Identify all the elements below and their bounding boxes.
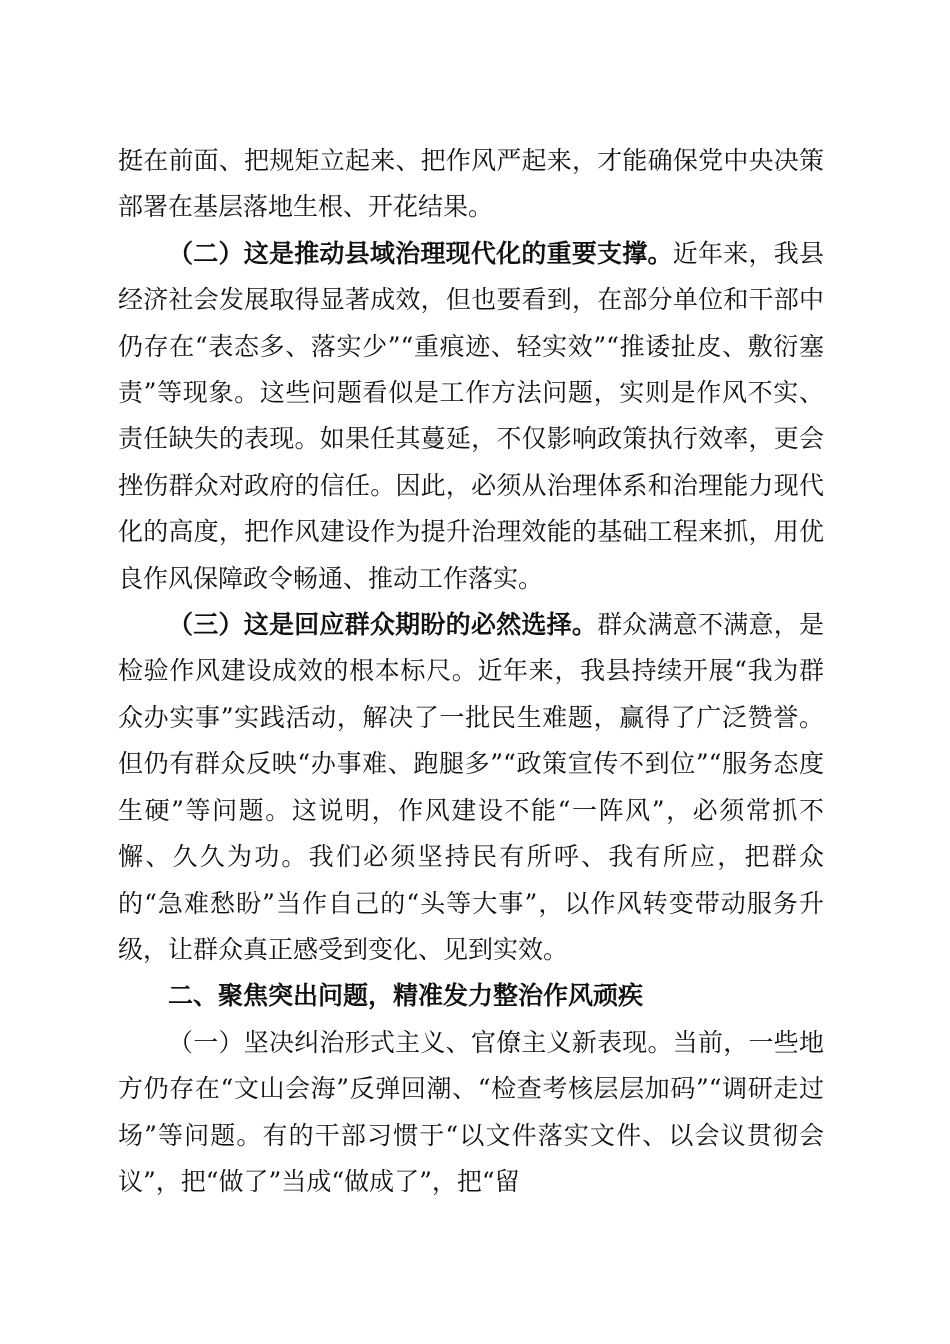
paragraph-section-1-2 (118, 231, 824, 602)
paragraph-text: 群众满意不满意，是检验作风建设成效的根本标尺。近年来，我县持续开展“我为群众办实事”实践活动，解决了一批民生难题，赢得了广泛赞誉。但仍有群众反映“办事难、跑腿多”“政策宣传不到位”“服务态度生硬”等问题。这说明，作风建设不能“一阵风”，必须常抓不懈、久久为功。我们必须坚持民有所呼、我有所应，把群众的“急难愁盼”当作自己的“头等大事”，以作风转变带动服务升级，让群众真正感受到变化、见到实效。 (118, 610, 824, 964)
paragraph-section-2-1 (118, 1020, 824, 1206)
paragraph-text: 挺在前面、把规矩立起来、把作风严起来，才能确保党中央决策部署在基层落地生根、开花结果。 (118, 146, 824, 222)
paragraph-text: 近年来，我县经济社会发展取得显著成效，但也要看到，在部分单位和干部中仍存在“表态多、落实少”“重痕迹、轻实效”“推诿扯皮、敷衍塞责”等现象。这些问题看似是工作方法问题，实则是作风不实、责任缺失的表现。如果任其蔓延，不仅影响政策执行效率，更会挫伤群众对政府的信任。因此，必须从治理体系和治理能力现代化的高度，把作风建设作为提升治理效能的基础工程来抓，用优良作风保障政令畅通、推动工作落实。 (118, 238, 824, 593)
paragraph-continuation (118, 138, 824, 231)
document-body (118, 138, 824, 1205)
section-heading-2: 二、聚焦突出问题，精准发力整治作风顽疾 (168, 981, 644, 1011)
paragraph-lead: （三）这是回应群众期盼的必然选择。 (168, 610, 598, 640)
paragraph-text: （一）坚决纠治形式主义、官僚主义新表现。当前，一些地方仍存在“文山会海”反弹回潮、“检查考核层层加码”“调研走过场”等问题。有的干部习惯于“以文件落实文件、以会议贯彻会议”，把“做了”当成“做成了”，把“留 (118, 1027, 824, 1196)
paragraph-lead: （二）这是推动县域治理现代化的重要支撑。 (168, 238, 673, 268)
paragraph-section-1-3 (118, 602, 824, 973)
